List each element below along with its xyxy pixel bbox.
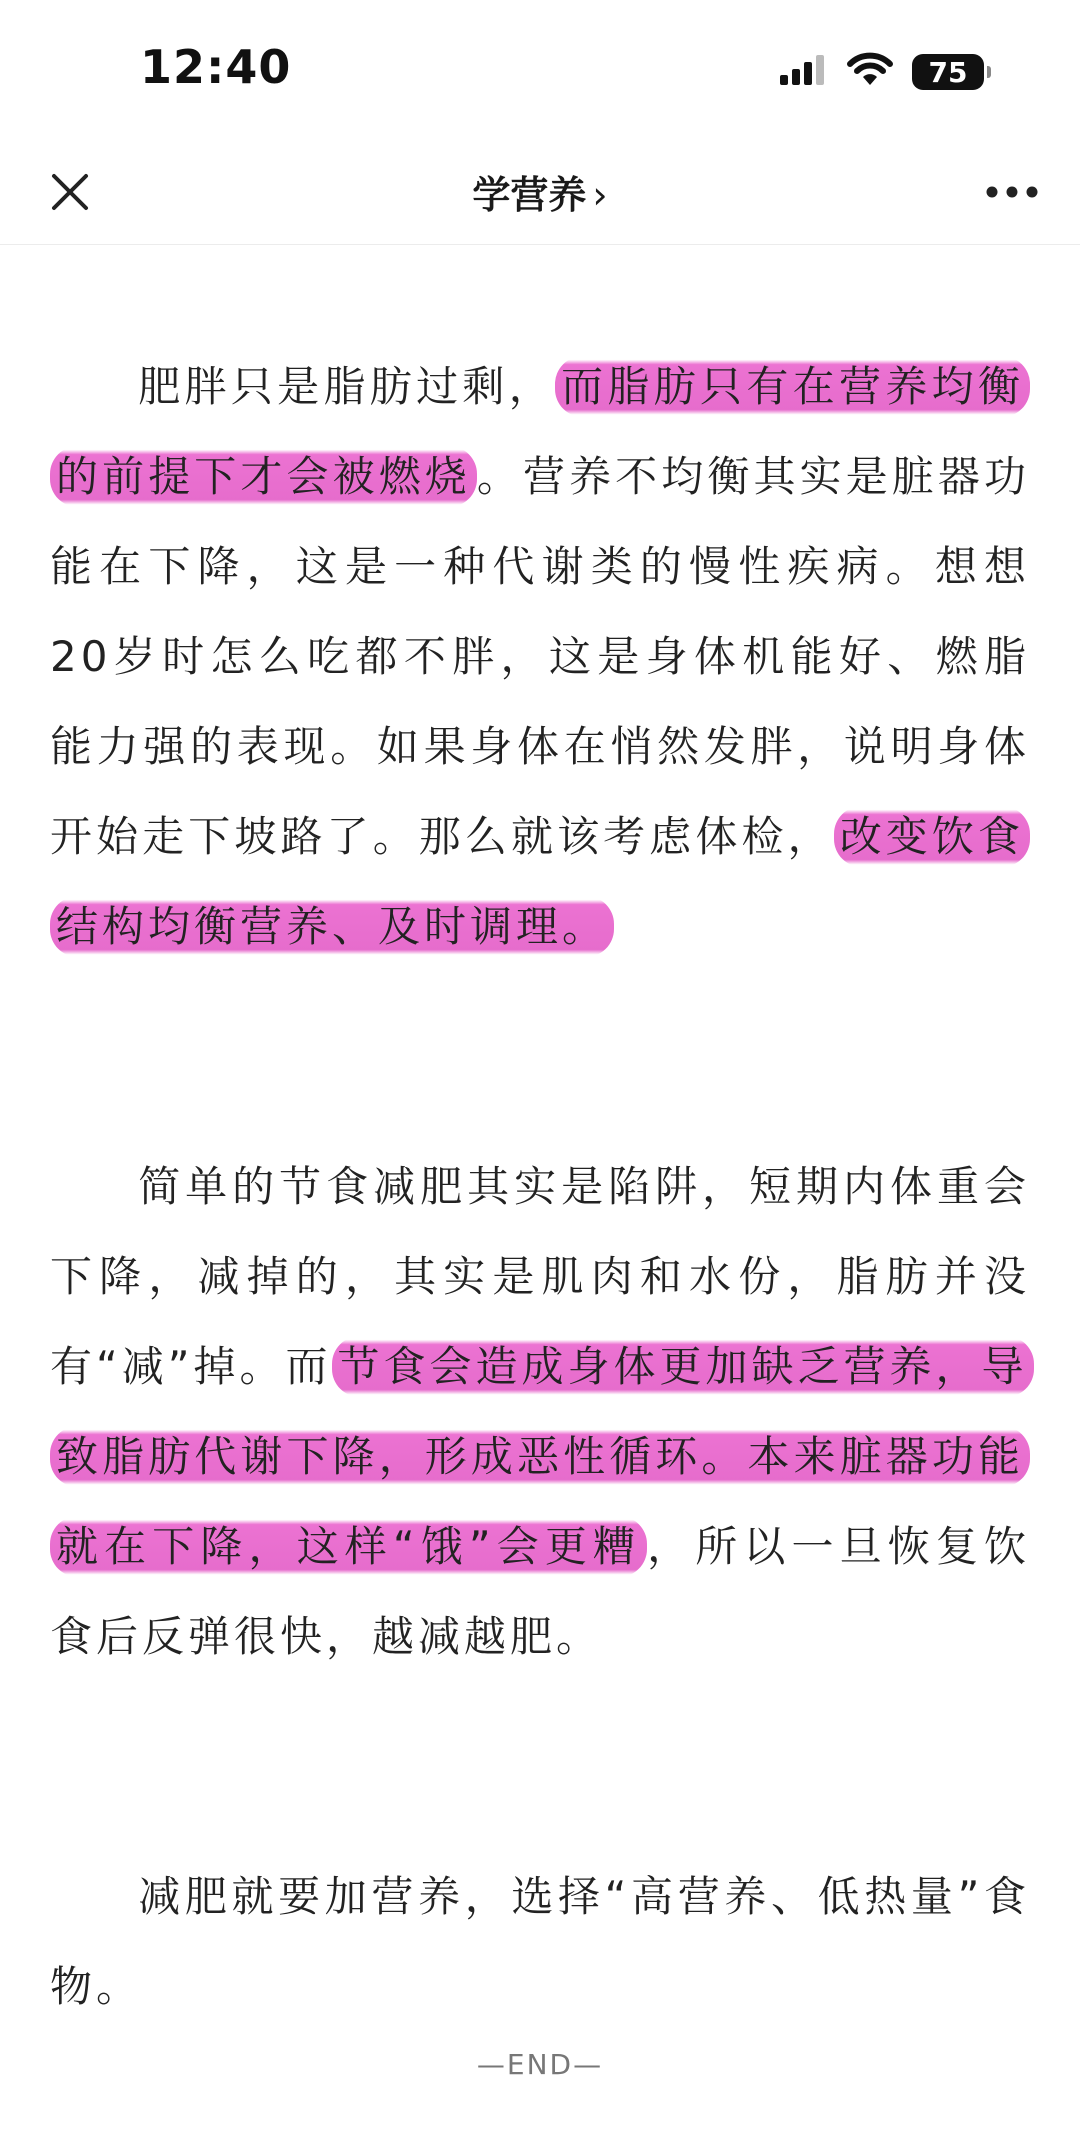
highlighted-text: 改变饮食结构均衡营养、及时调理。 (50, 806, 1030, 957)
text-run: ，所以一旦恢复饮食后反弹很快，越减越肥。 (50, 1522, 1030, 1661)
account-name: 学营养 (472, 173, 587, 217)
status-icons (780, 52, 984, 92)
highlighted-text: 而脂肪只有在营养均衡的前提下才会被燃烧 (50, 356, 1030, 507)
text-run: 肥胖只是脂肪过剩， (138, 362, 556, 411)
account-title[interactable] (0, 164, 1080, 219)
text-run: 。营养不均衡其实是脏器功能在下降，这是一种代谢类的慢性疾病。想想20岁时怎么吃都不胖，这是身体机能好、燃脂能力强的表现。如果身体在悄然发胖，说明身体开始走下坡路了。那么就该考虑体检， (50, 452, 1030, 861)
status-time: 12:40 (140, 40, 292, 94)
paragraph-3 (50, 1852, 1030, 2032)
paragraph-1 (50, 342, 1030, 972)
wifi-icon (846, 52, 894, 92)
highlighted-text: 节食会造成身体更加缺乏营养，导致脂肪代谢下降，形成恶性循环。本来脏器功能就在下降，这样“饿”会更糟 (50, 1336, 1034, 1577)
status-bar (0, 0, 1080, 140)
cellular-signal-icon (780, 53, 828, 91)
battery-indicator: 75 (912, 54, 984, 90)
text-run: 减肥就要加营养，选择“高营养、低热量”食物。 (50, 1872, 1030, 2011)
paragraph-2 (50, 1142, 1030, 1682)
article-body (50, 342, 1030, 2032)
chevron-right-icon: › (592, 173, 608, 217)
end-marker: —END— (476, 2048, 604, 2081)
text-run: 简单的节食减肥其实是陷阱，短期内体重会下降，减掉的，其实是肌肉和水份，脂肪并没有“减”掉。而 (50, 1162, 1030, 1391)
nav-bar (0, 140, 1080, 245)
more-dots-icon[interactable] (984, 184, 1040, 200)
